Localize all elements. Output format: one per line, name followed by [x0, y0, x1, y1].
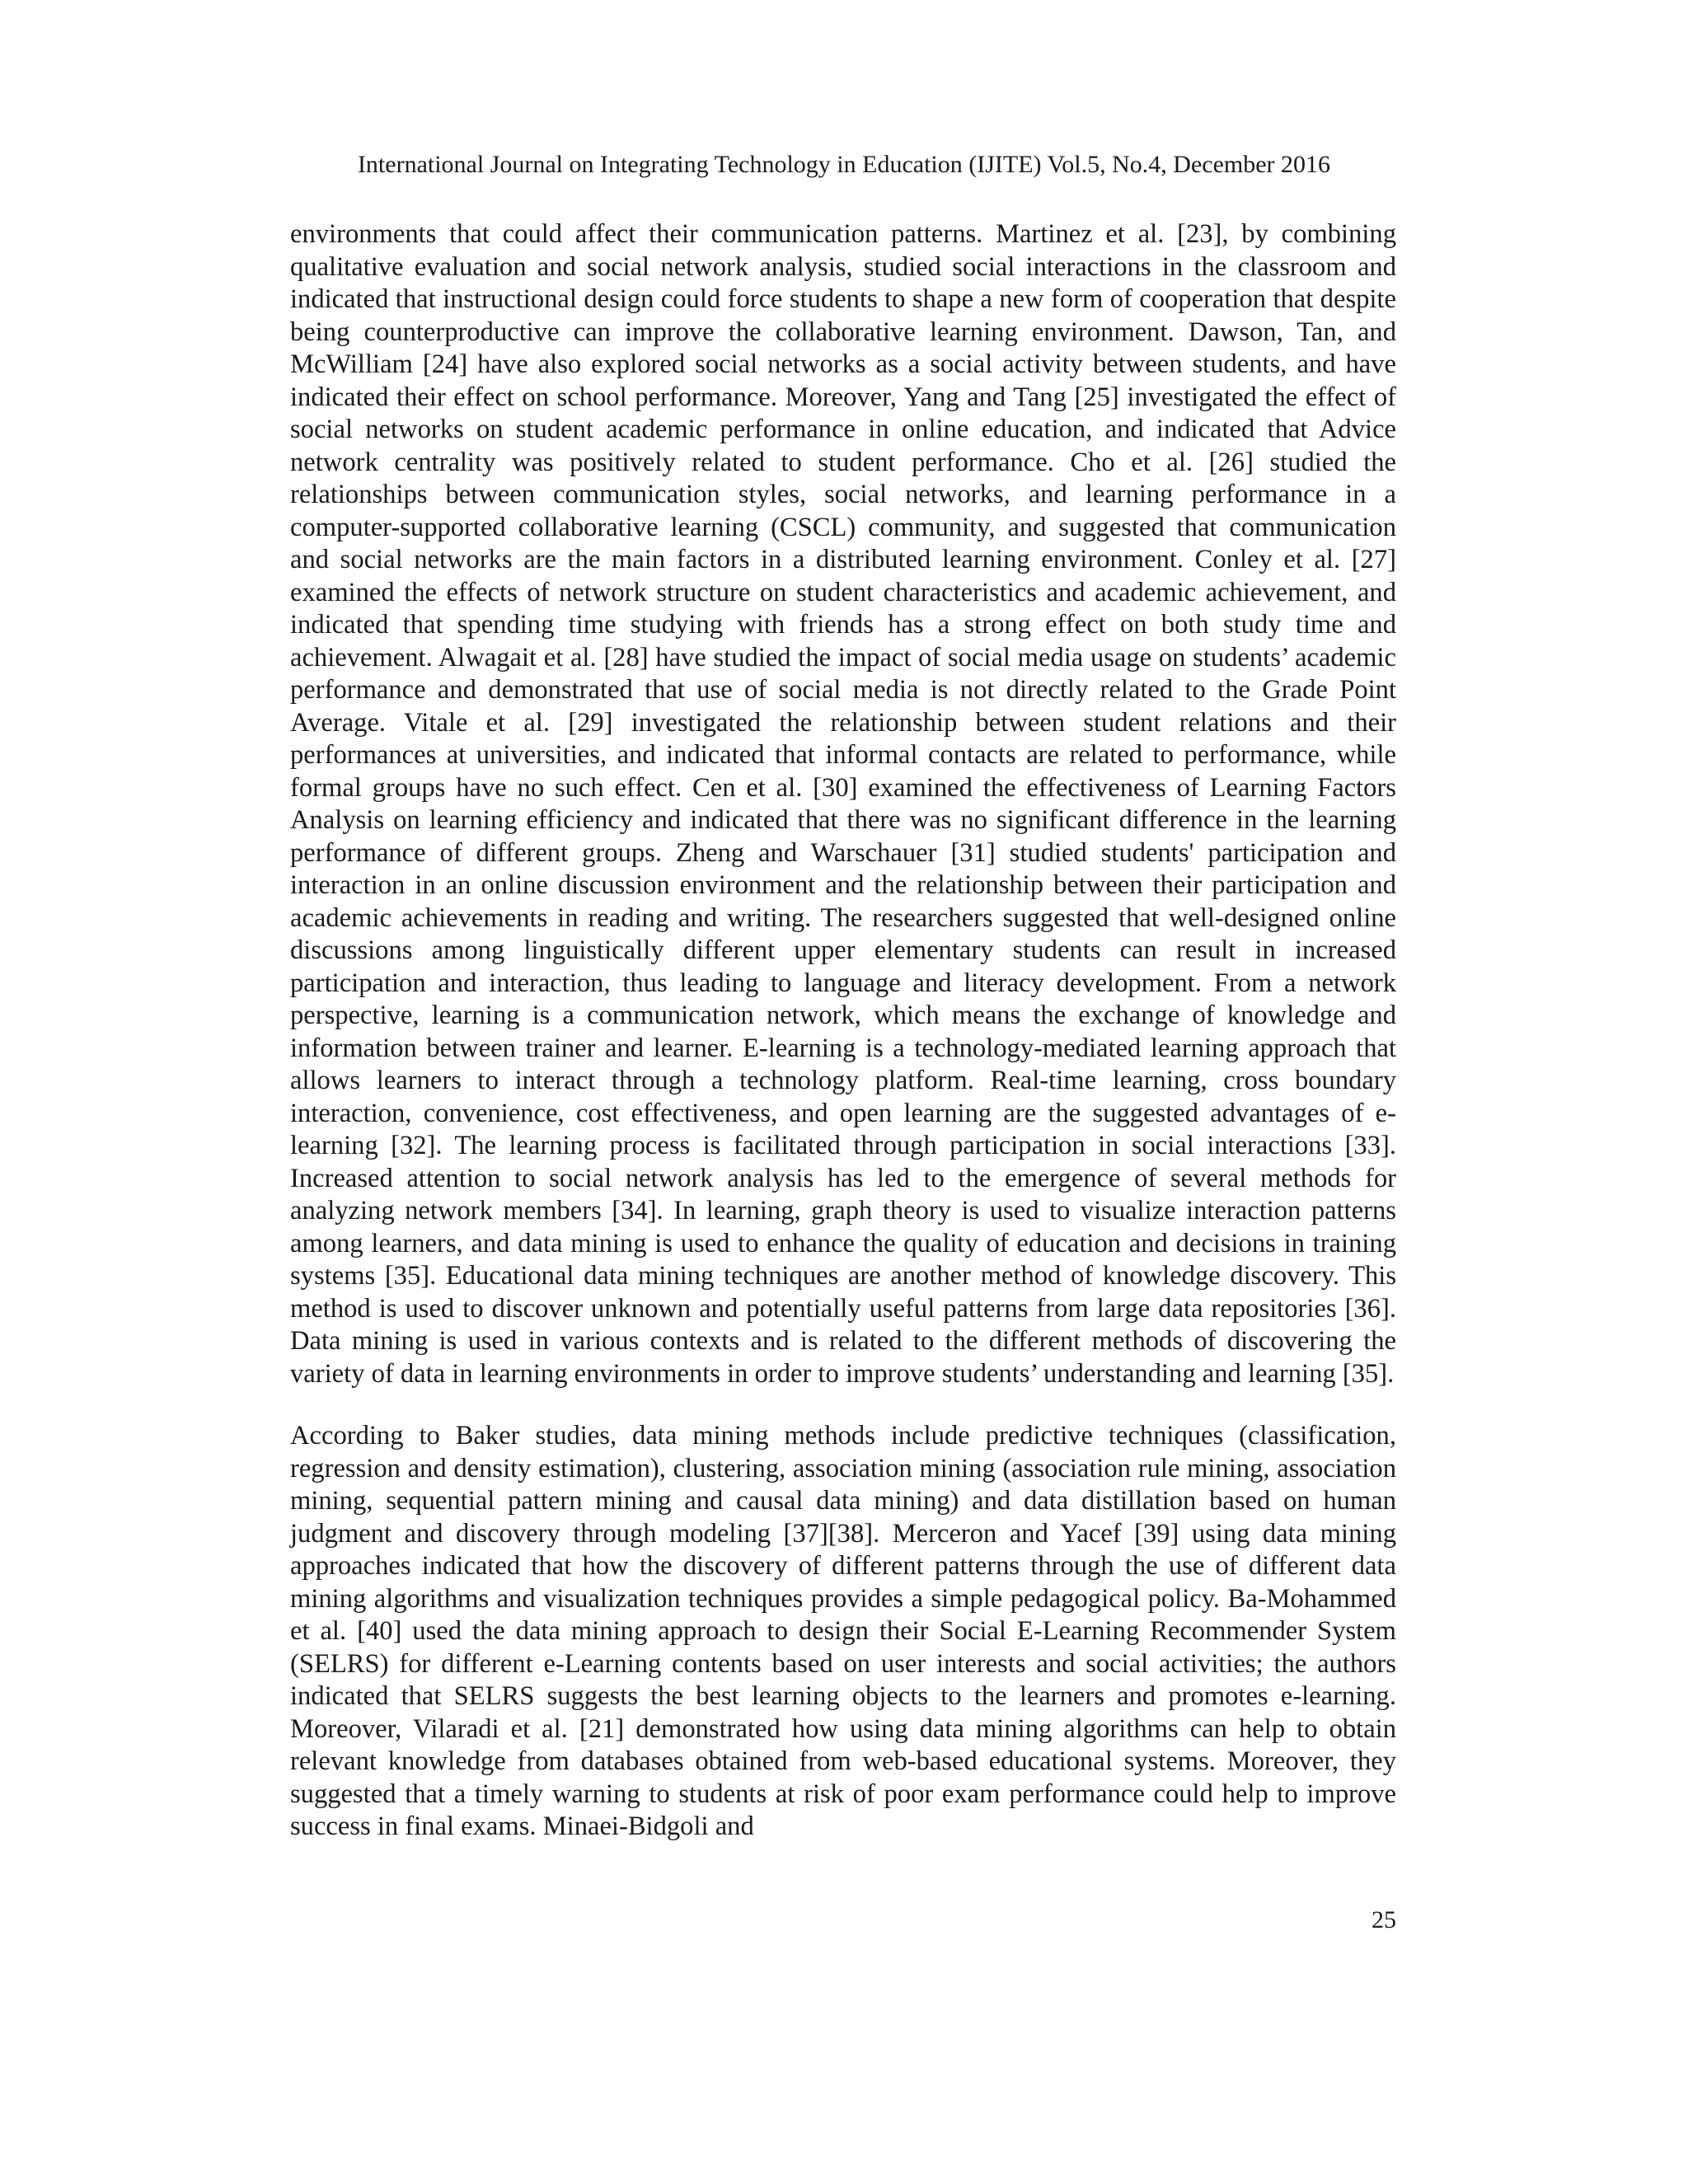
running-header: International Journal on Integrating Technology in Education (IJITE) Vol.5, No.4, December 2016 [357, 151, 1331, 178]
paragraph-1: environments that could affect their communication patterns. Martinez et al. [23], by combining qualitative evaluation and social network analysis, studied social interactions in the classroom and indicated that instructional design could force students to shape a new form of cooperation that despite being counterproductive can improve the collaborative learning environment. Dawson, Tan, and McWilliam [24] have also explored social networks as a social activity between students, and have indicated their effect on school performance. Moreover, Yang and Tang [25] investigated the effect of social networks on student academic performance in online education, and indicated that Advice network centrality was positively related to student performance. Cho et al. [26] studied the relationships between communication styles, social networks, and learning performance in a computer-supported collaborative learning (CSCL) community, and suggested that communication and social networks are the main factors in a distributed learning environment. Conley et al. [27] examined the effects of network structure on student characteristics and academic achievement, and indicated that spending time studying with friends has a strong effect on both study time and achievement. Alwagait et al. [28] have studied the impact of social media usage on students’ academic performance and demonstrated that use of social media is not directly related to the Grade Point Average. Vitale et al. [29] investigated the relationship between student relations and their performances at universities, and indicated that informal contacts are related to performance, while formal groups have no such effect. Cen et al. [30] examined the effectiveness of Learning Factors Analysis on learning efficiency and indicated that there was no significant difference in the learning performance of different groups. Zheng and Warschauer [31] studied students' participation and interaction in an online discussion environment and the relationship between their participation and academic achievements in reading and writing. The researchers suggested that well-designed online discussions among linguistically different upper elementary students can result in increased participation and interaction, thus leading to language and literacy development. From a network perspective, learning is a communication network, which means the exchange of knowledge and information between trainer and learner. E-learning is a technology-mediated learning approach that allows learners to interact through a technology platform. Real-time learning, cross boundary interaction, convenience, cost effectiveness, and open learning are the suggested advantages of e-learning [32]. The learning process is facilitated through participation in social interactions [33]. Increased attention to social network analysis has led to the emergence of several methods for analyzing network members [34]. In learning, graph theory is used to visualize interaction patterns among learners, and data mining is used to enhance the quality of education and decisions in training systems [35]. Educational data mining techniques are another method of knowledge discovery. This method is used to discover unknown and potentially useful patterns from large data repositories [36]. Data mining is used in various contexts and is related to the different methods of discovering the variety of data in learning environments in order to improve students’ understanding and learning [35]. [290, 219, 1396, 1389]
page-number: 25 [1372, 1906, 1396, 1933]
paragraph-2: According to Baker studies, data mining methods include predictive techniques (classification, regression and density estimation), clustering, association mining (association rule mining, association mining, sequential pattern mining and causal data mining) and data distillation based on human judgment and discovery through modeling [37][38]. Merceron and Yacef [39] using data mining approaches indicated that how the discovery of different patterns through the use of different data mining algorithms and visualization techniques provides a simple pedagogical policy. Ba-Mohammed et al. [40] used the data mining approach to design their Social E-Learning Recommender System (SELRS) for different e-Learning contents based on user interests and social activities; the authors indicated that SELRS suggests the best learning objects to the learners and promotes e-learning. Moreover, Vilaradi et al. [21] demonstrated how using data mining algorithms can help to obtain relevant knowledge from databases obtained from web-based educational systems. Moreover, they suggested that a timely warning to students at risk of poor exam performance could help to improve success in final exams. Minaei-Bidgoli and [290, 1421, 1396, 1841]
body-text [290, 218, 1396, 1873]
